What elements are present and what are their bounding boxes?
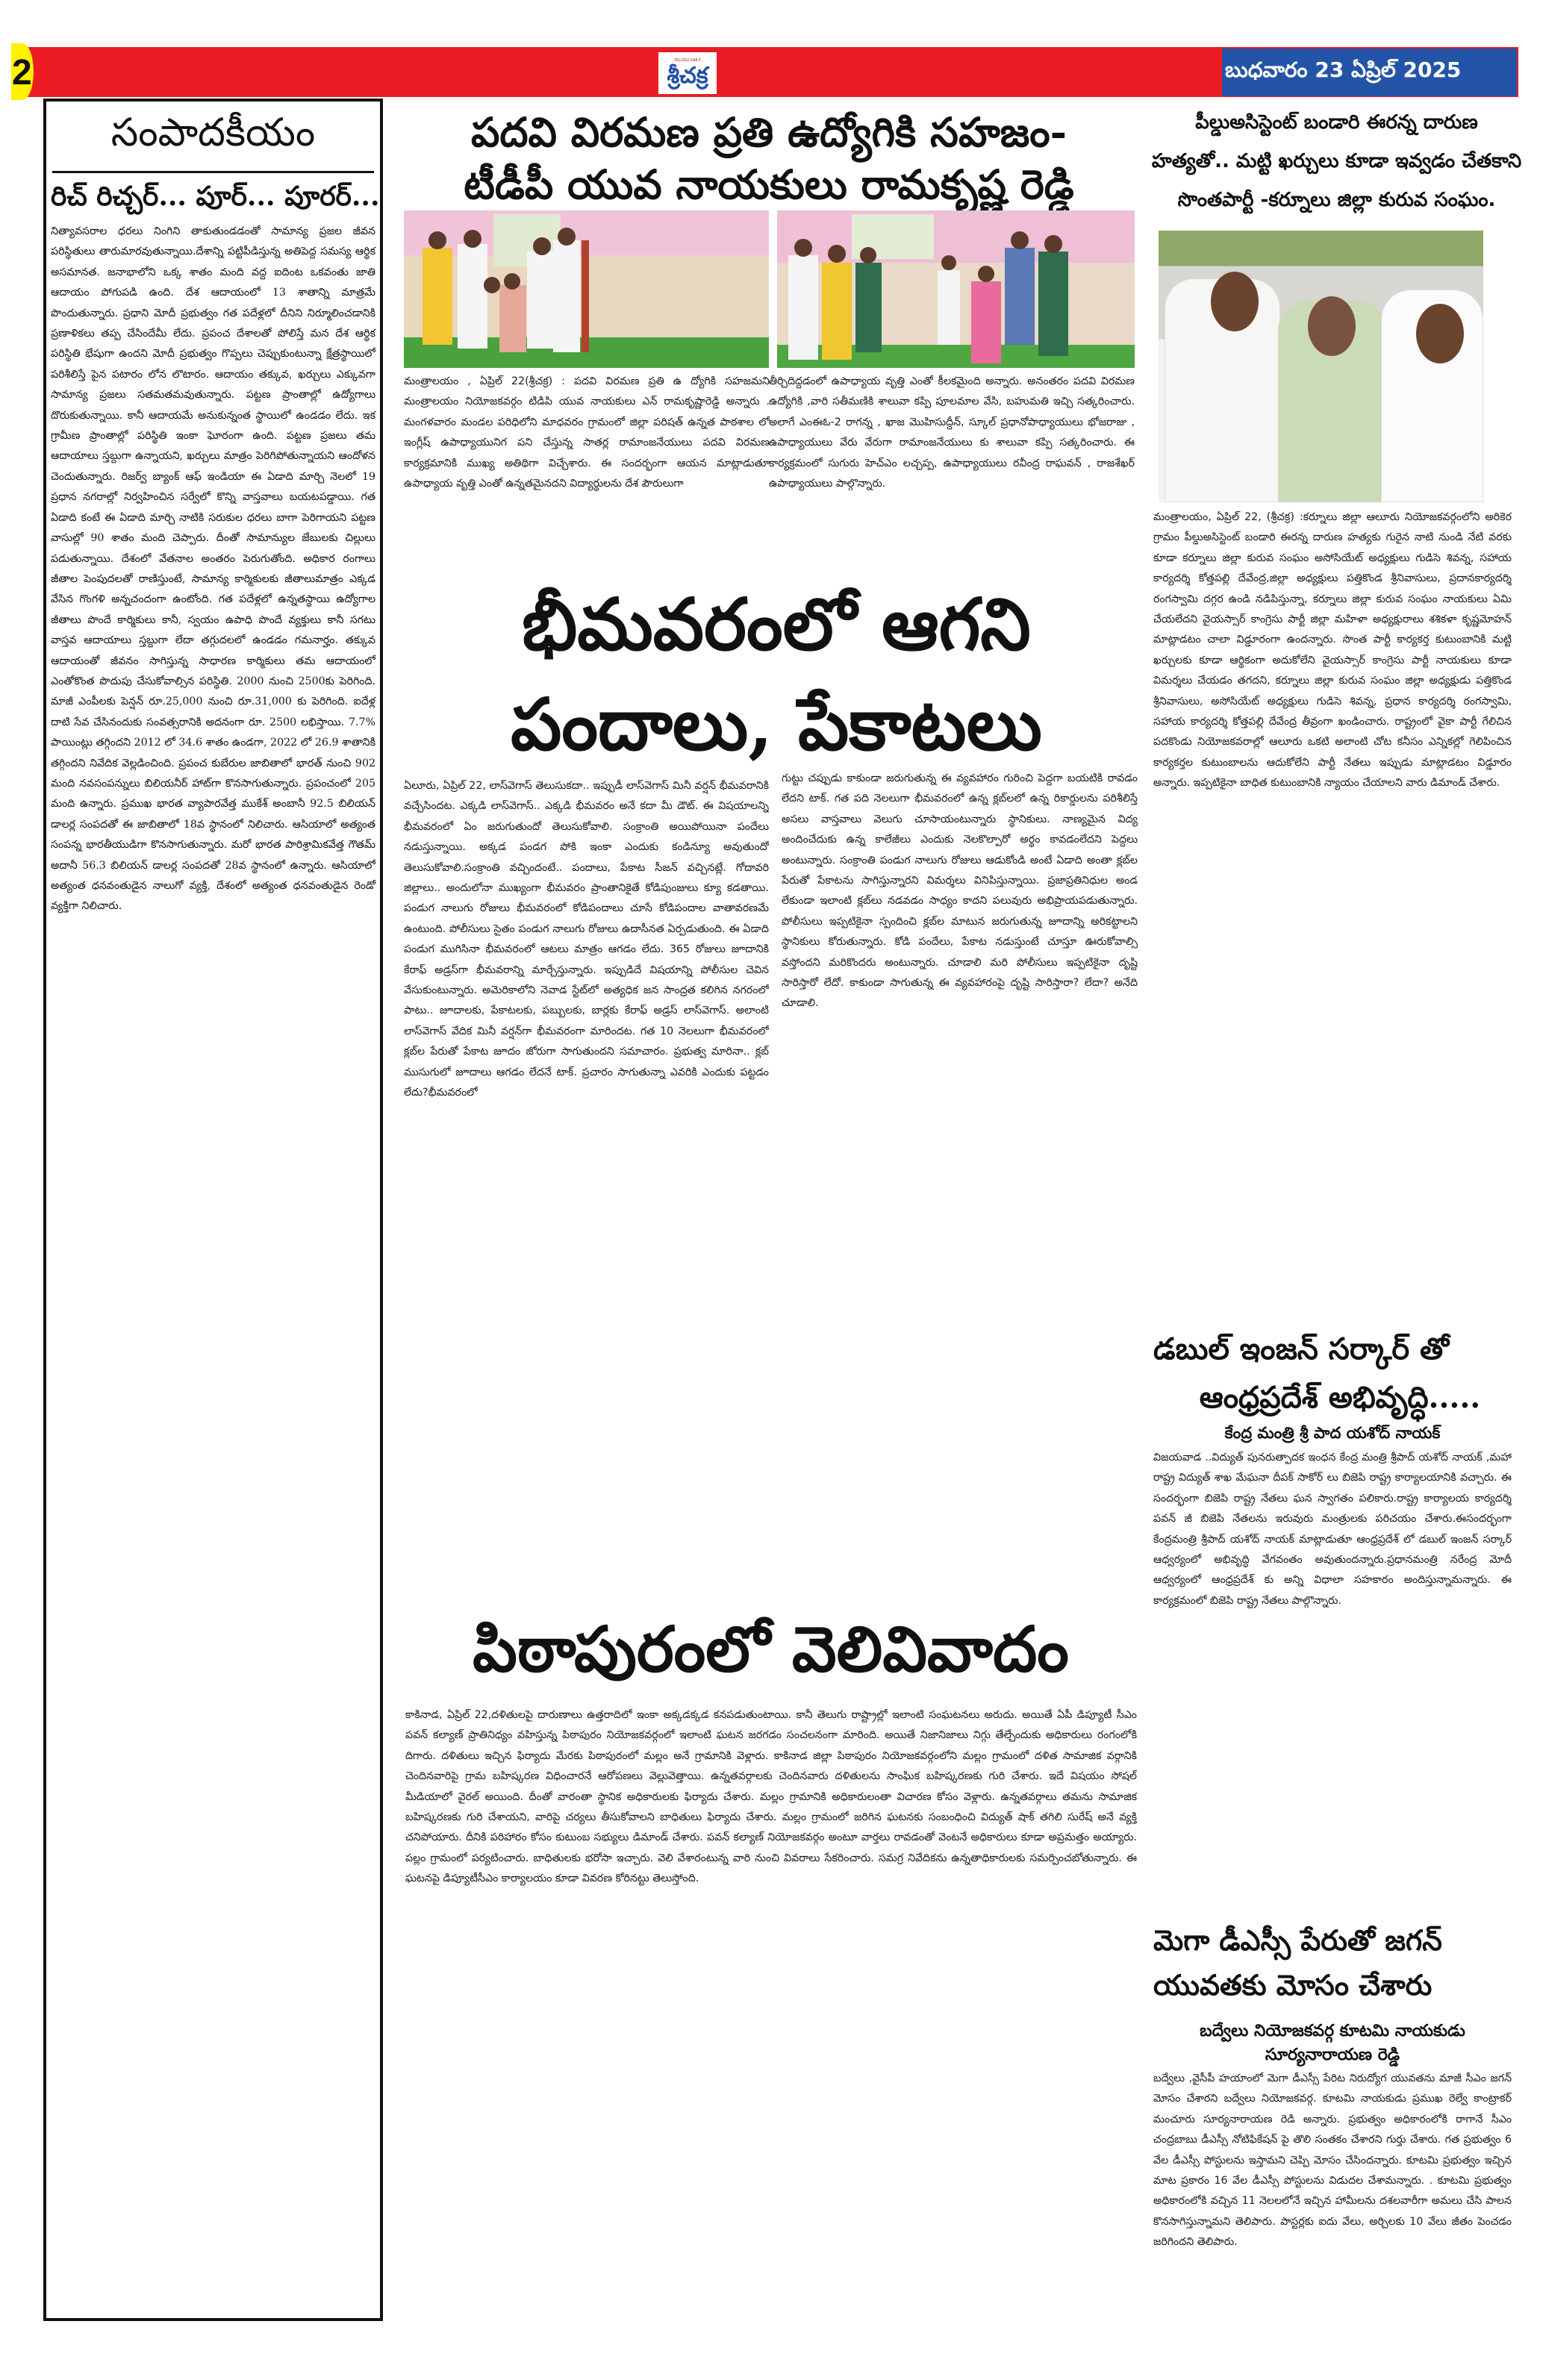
retirement-body-col1: మంత్రాలయం , ఏప్రిల్ 22(శ్రీచక్ర) : పదవి విరమణ ప్రతి ఉ ద్యోగికి సహజమని మంత్రాలయం నియోజకవర్గం టిడిపి యువ నాయకులు ఎన్ రామకృష్ణారెడ్డి అన్నారు . మంగళవారం మండల పరిధిలోని మాధవరం గ్రామంలో జిల్లా పరిషత్ ఉన్నత పాఠశాల లో ఇంగ్లీష్ ఉపాధ్యాయునిగ పని చేస్తున్న సాతర్ల రామాంజనేయులు పదవి విరమణ కార్యక్రమానికి ముఖ్య అతిథిగా విచ్చేశారు. ఈ సందర్భంగా ఆయన మాట్లాడుతూ ఉపాధ్యాయ వృత్తి ఎంతో ఉన్నతమైనదని విద్యార్థులను దేశ పౌరులుగా [404,375,770,490]
page-number: 2 [12,53,32,93]
mega-dsc-headline[interactable] [1153,1918,1512,2008]
bhimavaram-headline-line1: భీమవరంలో ఆగని [522,582,1031,666]
retirement-headline-line2: టీడీపీ యువ నాయకులు రామకృష్ణ రెడ్డి [464,160,1074,208]
mega-dsc-headline-line1: మెగా డీఎస్సీ పేరుతో జగన్ [1153,1924,1442,1957]
retirement-story-headline[interactable] [403,106,1135,210]
group-photo-icon [404,210,769,368]
logo-tagline-top: TELUGU DAILY [674,58,701,63]
mega-dsc-subhead-line1: బద్వేలు నియోజకవర్గ కూటమి నాయకుడు [1200,2021,1465,2040]
double-engine-subhead: కేంద్ర మంత్రి శ్రీ పాద యశోద్ నాయక్ [1224,1424,1441,1442]
pithapuram-body: కాకినాడ, ఏప్రిల్ 22,దళితులపై దారుణాలు ఉత్తరాదిలో ఇంకా అక్కడక్కడ కనపడుతుంటాయి. కానీ తెలుగు రాష్ట్రాల్లో ఇలాంటి సంఘటనలు అరుదు. అయితే ఏపీ డిప్యూటీ సీఎం పవన్ కల్యాణ్ ప్రాతినిధ్యం వహిస్తున్న పిఠాపురం నియోజకవర్గంలో ఇలాంటి ఘటన జరగడం సంచలనంగా మారింది. అయితే నిజానిజాలు నిగ్గు తేల్చేందుకు అధికారులు రంగంలోకి దిగారు. దళితులు ఇచ్చిన ఫిర్యాదు మేరకు పిఠాపురంలో మల్లం అనే గ్రామానికి వెళ్లారు. కాకినాడ జిల్లా పిఠాపురం నియోజకవర్గంలోని మల్లం గ్రామంలో దళిత సామాజిక వర్గానికి చెందినవారిపై గ్రామ బహిష్కరణ విధించారనే ఆరోపణలు వెల్లువెత్తాయి. ఉన్నతవర్గాలకు చెందినవారు దళితులను సాంఘిక బహిష్కరణకు గురి చేశారు. ఇదే విషయం సోషల్ మీడియాలో వైరల్ అయింది. దీంతో వారంతా స్థానిక అధికారులకు ఫిర్యాదు చేశారు. మల్లం గ్రామానికి అధికారులంతా విచారణ కోసం వెళ్లారు. ఉన్నతవర్గాలు తమను సామాజిక బహిష్కరణకు గురి చేశాయని, వారిపై చర్యలు తీసుకోవాలని బాధితులు ఫిర్యాదు చేశారు. మల్లం గ్రామంలో జరిగిన ఘటనకు సంబంధించి విద్యుత్ షాక్ తగిలి సురేష్ అనే వ్యక్తి చనిపోయారు. దీనికి పరిహారం కోసం కుటుంబ సభ్యులు డిమాండ్ చేశారు. పవన్ కల్యాణ్ నియోజకవర్గం అంటూ వార్తలు రావడంతో వెంటనే అధికారులు కూడా అప్రమత్తం అయ్యారు. పల్లం గ్రామంలో పర్యటించారు. బాధితులకు భరోసా ఇచ్చారు. వెలి వేశారంటున్న వారి నుంచి వివరాలు సేకరించారు. సమగ్ర నివేదికను ఉన్నతాధికారులకు సమర్పించబోతున్నారు. ఈ ఘటనపై డిప్యూటీసీఎం కార్యాలయం కూడా వివరణ కోరినట్టు తెలుస్తోంది. [405,1709,1137,1885]
logo-wordmark: శ్రీచక్ర [667,63,708,89]
kurnool-headline-line1: పీల్డుఅసిస్టెంట్ బండారి ఈరన్న దారుణ [1195,111,1478,134]
kurnool-headline-line3: సొంతపార్టీ -కర్నూలు జిల్లా కురువ సంఘం. [1177,189,1496,211]
bhimavaram-body-col1: ఏలూరు, ఏప్రిల్ 22, లాస్‌వెగాస్ తెలుసుకదా.. ఇప్పుడీ లాస్‌వెగాస్ మినీ వర్షన్ భీమవరానికి వచ్చేసిందట. ఎక్కడి లాస్‌వెగాస్.. ఎక్కడి భీమవరం అనే కదా మీ డౌట్. ఈ విషయాలన్ని భీమవరంలో ఏం జరుగుతుందో తెలుసుకోవాలి. సంక్రాంతి అయిపోయినా పందేలు నడుస్తున్నాయి. అక్కడ పండగ పోకి ఇంకా ఎందుకు కండిన్యూ అవుతుందో తెలుసుకోవాలి.సంక్రాంతి వచ్చిందంటే.. పందాలు, పేకాట సీజన్ వచ్చినట్లే. గోదావరి జిల్లాలు.. అందులోనా ముఖ్యంగా భీమవరం ప్రాంతానికైతే కోడిపుంజులు క్యూ కడతాయి. పండుగ నాలుగు రోజులు భీమవరంలో కోడిపందాలు చూసే కోడిపందాల వాతావరణమే ఉంటుంది. పోలీసులు సైతం పండుగ నాలుగు రోజులు ఉదాసీనత ఏర్పడుతుంది. ఈ ఏడాది పండుగ ముగిసినా భీమవరంలో ఆటలు మాత్రం ఆగడం లేదు. 365 రోజులు జూదానికి కేరాఫ్ అడ్రస్‌గా భీమవరాన్ని మార్చేస్తున్నారు. ఇప్పుడిదే విషయాన్ని పోలీసుల చెవిన వేసుకుంటున్నారు. అమెరికాలోని నెవాడ స్టేట్‌లో అత్యధిక జన సాంద్రత కలిగిన నగరంలో పాటు.. జూదాలకు, పేకాటలకు, పబ్బులకు, బార్లకు కేరాఫ్ అడ్రస్ లాస్‌వెగాస్. అలాంటి లాస్‌వెగాస్ వేదిక మినీ వర్షన్‌గా భీమవరంగా మారిందట. గత 10 నెలలుగా భీమవరంలో క్లబ్‌ల పేరుతో పేకాట జూదం జోరుగా సాగుతుందని సమాచారం. ప్రభుత్వ మారినా.. క్లబ్ ముసుగులో జూదాలు ఆగడం లేదనే టాక్. ప్రచారం సాగుతున్నా ఎవరికి ఎందుకు పట్టడం లేదు?భీమవరంలో [404,780,769,1099]
mega-dsc-subhead-line2: సూర్యనారాయణ రెడ్డి [1265,2045,1400,2064]
kurnool-photo[interactable] [1159,231,1483,502]
retirement-photo-left[interactable] [404,210,769,368]
head-icon [1416,304,1464,363]
editorial-section-title: సంపాదకీయం [52,101,374,173]
group-photo-icon [777,210,1135,368]
editorial-headline[interactable]: రిచ్ రిచ్చర్... పూర్... పూరర్... [51,181,380,212]
retirement-photo-right[interactable] [777,210,1135,368]
bhimavaram-headline-line2: పందాలు, పేకాటలు [511,682,1042,766]
newspaper-logo[interactable] [658,52,717,94]
pithapuram-headline[interactable]: పిఠాపురంలో వెలివివాదం [473,1612,1069,1686]
kurnool-headline-line2: హత్యతో.. మట్టి ఖర్చులు కూడా ఇవ్వడం చేతకాని [1151,150,1522,172]
mega-dsc-body: బద్వేలు ,వైసీపీ హయాంలో మెగా డీఎస్సీ పేరిట నిరుద్యోగ యువతను మాజీ సీఎం జగన్ మోసం చేశారని బద్వేలు నియోజకవర్గ. కూటమి నాయకుడు ప్రముఖ రెల్వే కాంట్రాకర్ మంచూరు సూర్యనారాయణ రెడి అన్నారు. ప్రభుత్వం అధికారంలోకి రాగానే సీఎం చంద్రబాబు డీఎస్సీ నోటిఫికేషన్ పై తొలి సంతకం చేశారని గుర్తు చేశారు. గత ప్రభుత్వం 6 వేల డీఎస్సీ పోస్టులను ఇస్తామని చెప్పి మోసం చేసిందన్నారు. కూటమి ప్రభుత్వం ఇచ్చిన మాట ప్రకారం 16 వేల డీఎస్సీ పోస్టులను విడుదల చేశామన్నారు. . కూటమి ప్రభుత్వం అధికారంలోకి వచ్చిన 11 నెలలలోనే ఇచ్చిన హామీలను దశలవారీగా అమలు చేసి పాలన కొనసాగిస్తున్నామని తెలిపారు. పాస్టర్లకు ఐదు వేలు, అర్చిలకు 10 వేలు జీతం పెంచడం జరిగిందని తెలిపారు. [1153,2073,1512,2249]
date-box [1222,49,1517,96]
bhimavaram-body-col2: గుట్టు చప్పుడు కాకుండా జరుగుతున్న ఈ వ్యవహారం గురించి పెద్దగా బయటికి రావడం లేదని టాక్. గత పది నెలలుగా భీమవరంలో ఉన్న క్లబ్‌లలో ఉన్న రికార్డులను పరిశీలిస్తే అసలు వాస్తవాలు వెలుగు చూసాయంటున్నారు స్థానికులు. నాణ్యమైన విద్య అందించేదుకు ఉన్న కాలేజీలు ఎందుకు నెలకొల్పారో అర్థం కావడంలేదని పెద్దలు అంటున్నారు. సంక్రాంతి పండుగ నాలుగు రోజులు ఆడుకోండి అంటే ఏడాది అంతా క్లబ్‌ల పేరుతో పేకాటను సాగిస్తున్నారని విమర్శలు వినిపిస్తున్నాయి. ప్రజాప్రతినిధుల అండ లేకుండా ఇలాంటి క్లబ్‌లు నడవడం సాధ్యం కాదని పలువురు అభిప్రాయపడుతున్నారు. పోలీసులు ఇప్పటికైనా స్పందించి క్లబ్‌ల మాటున జరుగుతున్న జూదాన్ని అరికట్టాలని స్థానికులు కోరుతున్నారు. కోడి పందేలు, పేకాట నడుస్తుంటే చూస్తూ ఊరుకోవాల్సి వస్తోందని మరికొందరు అంటున్నారు. చూడాలి మరి పోలీసులు ఇప్పటికైనా దృష్టి సారిస్తారో లేదో. కాకుండా సాగుతున్న ఈ వ్యవహారంపై దృష్టి సారిస్తారా? లేదా? అనేది చూడాలి. [782,772,1138,1010]
head-icon [1211,272,1259,331]
retirement-body-col2: తీర్చిదిద్దడంలో ఉపాధ్యాయ వృత్తి ఎంతో కీలకమైంది అన్నారు. అనంతరం పదవి విరమణ ఉద్యోగికి ,వారి సతీమణికి శాలువా కప్పి పూలమాల వేసి, బహుమతి ఇచ్చి సత్కరించారు. అలాగే ఎంఈఓ-2 రాగన్న , ఖాజ మొహిసుద్దీన్, స్కూల్ ప్రధానోపాధ్యాయులు భోజరాజు , ఉపాధ్యాయులు వేరు వేరుగా రామాంజనేయులు కు శాలువా కప్పి సత్కరించారు. ఈ కార్యక్రమంలో సుగురు హెచ్ఎం లచ్చప్ప, ఉపాధ్యాయులు రవీంద్ర రాఘవన్ , రాజశేఖర్ ఉపాధ్యాయులు పాల్గొన్నారు. [769,375,1135,490]
double-engine-headline-line1[interactable]: డబుల్ ఇంజన్ సర్కార్ తో [1153,1332,1450,1367]
kurnool-body: మంత్రాలయం, ఏప్రిల్ 22, (శ్రీచక్ర) :కర్నూలు జిల్లా ఆలూరు నియోజకవర్గంలోని అరికెర గ్రామం పీల్డుఅసిస్టెంట్ బండారి ఈరన్న దారుణ హత్యకు గురైన నాటి నుండి నేటి వరకు కూడా కర్నూలు జిల్లా కురువ సంఘం అసోసియేట్ అధ్యక్షులు గుడిసె శివన్న, సహాయ కార్యదర్శి కోత్తపల్లి దేవేంద్ర,జిల్లా అధ్యక్షులు పత్తికొండ శ్రీనివాసులు, ప్రదానకార్యదర్శి రంగస్వామి దగ్గర ఉండి నడిపిస్తున్నా, కర్నూలు జిల్లా కురువ సంఘం నాయకులు ఏమి చేయలేదని వైయస్సార్ కాంగ్రెసు పార్టీ జిల్లా మహిళా అధ్యక్షురాలు శశికళా కృష్ణమోహన్ మాట్లాడటం చాలా విడ్డూరంగా ఉందన్నారు. సొంత పార్టీ కార్యకర్త కుటుంబానికి మట్టి ఖర్చులకు కూడా ఆర్థికంగా అదుకోలేని వైయస్సార్ కాంగ్రెసు పార్టీ నాయకులు కూడా విమర్శలు చేయడం తగదని, కర్నూలు జిల్లా కురువ సంఘం జిల్లా అధ్యక్షుడు పత్తికొండ శ్రీనివాసులు, అసోసియేట్ అధ్యక్షులు గుడిసె శివన్న, ప్రధాన కార్యదర్శి రంగస్వామి, సహాయ కార్యదర్శి కోత్తపల్లి దేవేంద్ర తీవ్రంగా ఖండించారు. రాష్ట్రంలో వైకా పార్టీ గేలిచిన పదకొండు నియోజకవరాల్లో ఆలూరు ఒకటి అలాంటి చోట కనీసం ఎన్నికల్లో గెలిపించిన కార్యకర్తల కుటుంబాలను ఆదుకోలేని పార్టీ నేతలు ఇప్పుడు మాట్లాడటం విడ్డూరం అన్నారు. ఇప్పటికైనా బాధిత కుటుంబానికి న్యాయం చేయాలని వారు డిమాండ్ చేశారు. [1153,511,1512,790]
mega-dsc-subhead [1153,2019,1512,2067]
double-engine-body: విజయవాడ ..విద్యుత్ పునరుత్పాదక ఇంధన కేంద్ర మంత్రి శ్రీపాద్ యశోద్ నాయక్ ,మహా రాష్ట్ర విద్యుత్ శాఖ మేఘనా దీపక్ సాకోర్ లు బిజెపి రాష్ట్ర కార్యాలయానికి వచ్చారు. ఈ సందర్భంగా బిజెపి రాష్ట్ర నేతలు ఘన స్వాగతం పలికారు.రాష్ట్ర కార్యాలయ కార్యదర్శి పవన్ జీ బిజెపి నేతలను ఇరువురు మంత్రులకు పరిచయం చేశారు.ఈసందర్భంగా కేంద్రమంత్రి శ్రీపాద్ యశోద్ నాయక్ మాట్లాడుతూ ఆంధ్రప్రదేశ్ లో డబుల్ ఇంజన్ సర్కార్ ఆధ్వర్యంలో అభివృద్ధి వేగవంతం అవుతుందన్నారు.ప్రధానమంత్రి నరేంద్ర మోదీ ఆధ్వర్యంలో ఆంధ్రప్రదేశ్ కు అన్ని విధాలా సహకారం అందిస్తున్నామన్నారు. ఈ కార్యక్రమంలో బిజెపి రాష్ట్ర నేతలు పాల్గొన్నారు. [1153,1452,1512,1607]
retirement-headline-line1: పదవి విరమణ ప్రతి ఉద్యోగికి సహజం- [471,108,1067,156]
issue-date: బుధవారం 23 ఏప్రిల్ 2025 [1225,57,1462,82]
double-engine-headline-line2[interactable]: ఆంధ్రప్రదేశ్ అభివృద్ధి..... [1199,1380,1481,1415]
mega-dsc-headline-line2: యువతకు మోసం చేశారు [1153,1969,1433,2002]
editorial-column [43,99,383,2321]
editorial-body: నిత్యావసరాల ధరలు నింగిని తాకుతుండడంతో సామాన్య ప్రజల జీవన పరిస్థితులు తారుమారవుతున్నాయి.దేశాన్ని పట్టిపీడిస్తున్న అతిపెద్ద సమస్య ఆర్థిక అసమానత. జనాభాలోని ఒక్క శాతం మంది వద్ద ఐదింట ఒకవంతు జాతి ఆదాయం పోగుపడి ఉంది. దేశ ఆదాయంలో 13 శాతాన్ని మాత్రమే పొందుతున్నారు. ప్రధాని మోదీ ప్రభుత్వం గత పదేళ్లలో దీనిని నిర్మూలించడానికి ప్రణాళికలు తప్ప చేసిందేమీ లేదు. ప్రపంచ దేశాలతో పోలిస్తే మన దేశ ఆర్థిక పరిస్థితి భేషుగా ఉందని మోదీ ప్రభుత్వం గొప్పలు చెప్పుకుంటున్నా క్షేత్రస్థాయిలో పరిశీలిస్తే పైన పటారం లోన లొటారం. ఆదాయం తక్కువ, ఖర్చులు ఎక్కువగా సామాన్య ప్రజలు సతమతమవుతున్నారు. పట్టణ ప్రాంతాల్లో ఉద్యోగాలు దొరుకుతున్నాయి. కానీ ఆదాయమే అనుకున్నంత స్థాయిలో ఉండడం లేదు. ఇక గ్రామీణ ప్రాంతాల్లో పరిస్థితి ఇంకా ఘోరంగా ఉంది. పట్టణ ప్రజలు తమ ఆదాయాలు స్తబ్దుగా ఉన్నాయని, ఖర్చులు మాత్రం పెరిగిపోతున్నాయని ఆందోళన చెందుతున్నారు. రిజర్వ్ బ్యాంక్ ఆఫ్ ఇండియా ఈ ఏడాది మార్చి నెలలో 19 ప్రధాన నగరాల్లో నిర్వహించిన సర్వేలో కొన్ని వాస్తవాలు బయటపడ్డాయి. గత ఏడాది కంటే ఈ ఏడాది మార్చి నాటికి సరుకుల ధరలు బాగా పెరిగాయని పట్టణ వాసుల్లో 90 శాతం మంది చెప్పారు. దీంతో సామాన్యుల జేబులకు చిల్లులు పడుతున్నాయి. దేశంలో వేతనాల అంతరం పెరుగుతోంది. అధికార రంగాలు జీతాల పెంపుదలతో రాణిస్తుంటే, సామాన్య కార్మికులకు జీతాలుమాత్రం ఎక్కడ వేసిన గొంగళి అన్నచందంగా ఉంటోంది. గత పదేళ్లలో ఉన్నతస్థాయి ఉద్యోగాల జీతాలు పొందే కార్మికులు కానీ, స్వయం ఉపాధి పొందే వ్యక్తులు కానీ సగటు వాస్తవ ఆదాయాలు స్తబ్దుగా లేదా తగ్గుదలలో ఉండడం గమనార్హం. తక్కువ ఆదాయంతో జీవనం సాగిస్తున్న సాధారణ కార్మికులు తమ ఆదాయంలో ఎంతోకొంత పొదుపు చేసుకోవాల్సిన పరిస్థితి. 2000 నుంచి 2500కు పెరిగింది. మాజీ ఎంపీలకు పెన్షన్ రూ.25,000 నుంచి రూ.31,000 కు పెరిగింది. ఐదేళ్ల దాటి సేవ చేసినందుకు సంవత్సరానికి అదనంగా రూ. 2500 లభిస్తాయి. 7.7% పాయింట్లు తగ్గిందని 2012 లో 34.6 శాతం ఉండగా, 2022 లో 26.9 శాతానికి తగ్గిందని నివేదిక వెల్లడించింది. ప్రపంచ కుబేరుల జాబితాలో భారత్ నుంచి 902 మంది నవసంపన్నులు బిలియనీర్ హాట్‌గా కొనసాగుతున్నారు. ప్రపంచంలో 205 మంది ఉన్నారు. ప్రముఖ భారత వ్యాపారవేత్త ముకేశ్ అంబానీ 92.5 బిలియన్ డాలర్ల సంపదతో ఈ జాబితాలో 18వ స్థానంలో నిలిచారు. ఆసియాలో అత్యంత సంపన్న భారతీయుడిగా కొనసాగుతున్నారు. మరో భారత పారిశ్రామికవేత్త గౌతమ్ అదానీ 56.3 బిలియన్ డాలర్ల సంపదతో 28వ స్థానంలో ఉన్నారు. ఆసియాలో అత్యంత ధనవంతుడైన నాలుగో వ్యక్తి, దేశంలో అత్యంత ధనవంతుడైన రెండో వ్యక్తిగా నిలిచారు. [51,225,375,913]
bhimavaram-headline[interactable] [418,575,1135,775]
head-icon [1308,296,1356,356]
kurnool-headline[interactable] [1148,103,1525,219]
